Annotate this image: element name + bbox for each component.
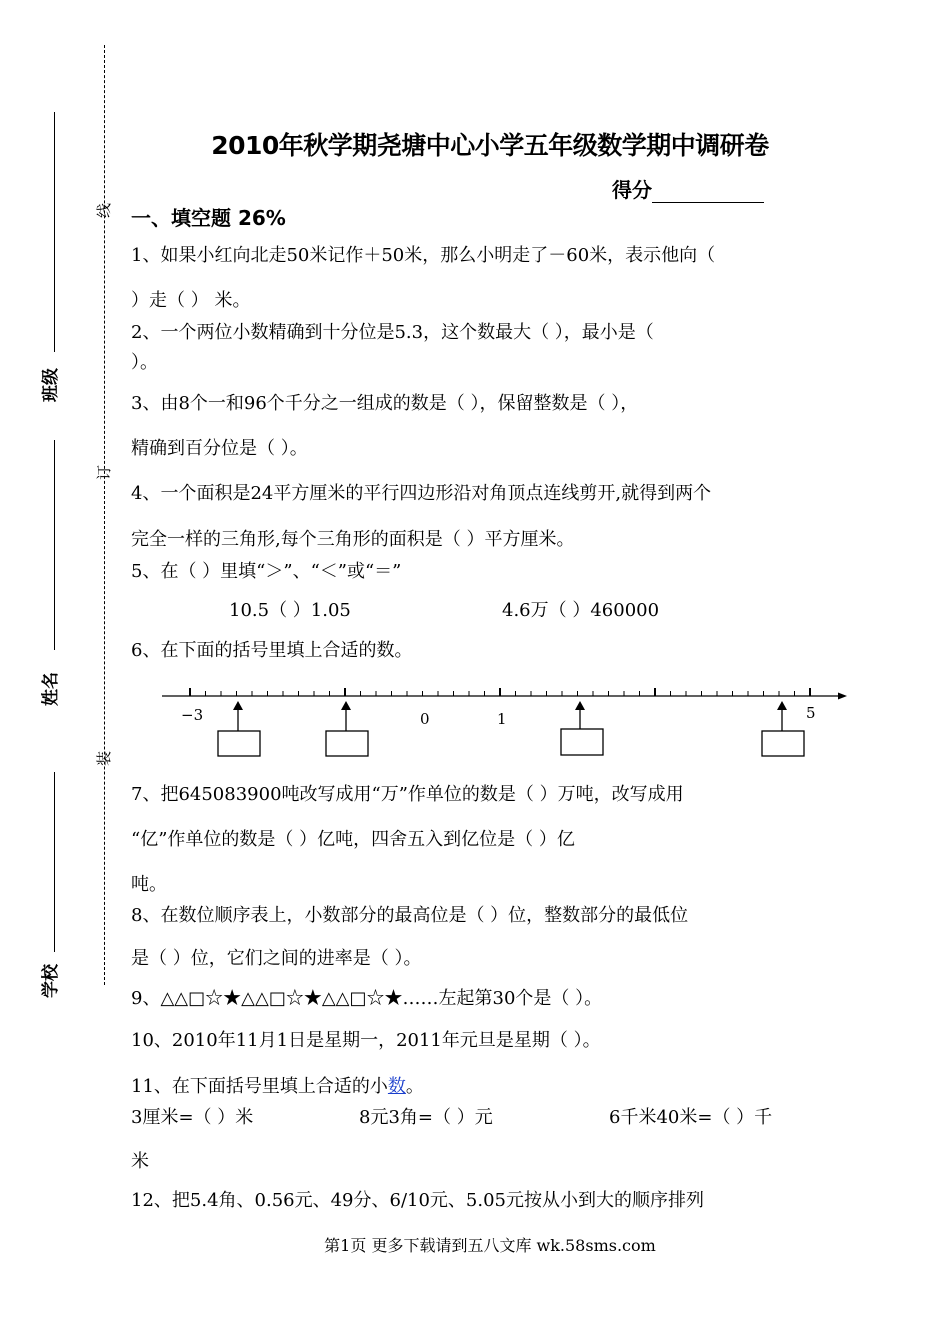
label-5: 5 [806,704,816,722]
section-heading: 一、填空题 26% [131,206,286,230]
question-7-line-3: 吨。 [131,874,167,895]
question-10: 10、2010年11月1日是星期一，2011年元旦是星期（ ）。 [131,1030,601,1051]
question-7-line-2: “亿”作单位的数是（ ）亿吨，四舍五入到亿位是（ ）亿 [131,829,575,850]
question-11-item-2: 8元3角=（ ）元 [359,1107,493,1128]
score-blank[interactable] [652,180,764,203]
answer-box-1[interactable] [218,731,260,756]
label-minus-3: −3 [181,706,204,724]
question-3-line-1: 3、由8个一和96个千分之一组成的数是（ ），保留整数是（ ）， [131,393,639,414]
question-11-item-3: 6千米40米=（ ）千 [609,1107,773,1128]
question-8-line-2: 是（ ）位，它们之间的进率是（ ）。 [131,948,422,969]
question-5-compare-1: 10.5（ ）1.05 [229,600,351,621]
label-1: 1 [497,710,507,728]
question-4-line-2: 完全一样的三角形,每个三角形的面积是（ ）平方厘米。 [131,529,575,550]
page-title: 2010年秋学期尧塘中心小学五年级数学期中调研卷 [211,131,769,160]
school-label: 学校 [41,964,61,998]
question-3-line-2: 精确到百分位是（ ）。 [131,438,308,459]
binding-mark-order: 订 [95,464,114,481]
question-5-compare-2: 4.6万（ ）460000 [502,600,660,621]
question-5-line-1: 5、在（ ）里填“＞”、“＜”或“＝” [131,561,402,582]
question-12: 12、把5.4角、0.56元、49分、6/10元、5.05元按从小到大的顺序排列 [131,1190,705,1211]
school-field-line[interactable] [54,772,55,952]
question-11-line-3: 米 [131,1151,149,1172]
binding-mark-bind: 装 [95,750,114,767]
answer-arrow-3 [575,701,585,729]
question-1-line-1: 1、如果小红向北走50米记作＋50米，那么小明走了－60米，表示他向（ [131,245,716,266]
question-11-item-1: 3厘米=（ ）米 [131,1107,254,1128]
question-7-line-1: 7、把645083900吨改写成用“万”作单位的数是（ ）万吨，改写成用 [131,784,684,805]
question-6: 6、在下面的括号里填上合适的数。 [131,640,413,661]
question-1-line-2: ）走（ ） 米。 [131,290,251,311]
class-label: 班级 [41,368,61,402]
answer-box-3[interactable] [561,729,603,755]
number-line-labels [181,704,816,728]
question-4-line-1: 4、一个面积是24平方厘米的平行四边形沿对角顶点连线剪开,就得到两个 [131,483,712,504]
question-2-line-2: ）。 [131,352,158,373]
answer-box-4[interactable] [762,731,804,756]
answer-arrow-4 [777,701,787,731]
number-line-ticks [190,688,810,696]
answer-box-2[interactable] [326,731,368,756]
name-field-line[interactable] [54,440,55,650]
number-line [0,682,950,762]
score-box [612,174,764,203]
question-9: 9、△△□☆★△△□☆★△△□☆★……左起第30个是（ ）。 [131,988,603,1009]
label-0: 0 [420,710,430,728]
number-line-arrow [838,693,847,700]
question-11-link[interactable]: 数 [387,1076,406,1097]
binding-mark-line: 线 [95,202,114,219]
question-11-text: 11、在下面括号里填上合适的小 [131,1076,388,1097]
answer-arrow-1 [233,701,243,731]
answer-arrow-2 [341,701,351,731]
question-11-line-1 [131,1076,424,1098]
name-label: 姓名 [41,672,61,706]
page-footer: 第1页 更多下载请到五八文库 wk.58sms.com [324,1236,656,1255]
binding-dashed-line [104,45,105,985]
score-label: 得分 [612,178,652,202]
question-11-end: 。 [405,1076,424,1097]
question-8-line-1: 8、在数位顺序表上，小数部分的最高位是（ ）位，整数部分的最低位 [131,905,689,926]
question-2-line-1: 2、一个两位小数精确到十分位是5.3，这个数最大（ ），最小是（ [131,322,654,343]
